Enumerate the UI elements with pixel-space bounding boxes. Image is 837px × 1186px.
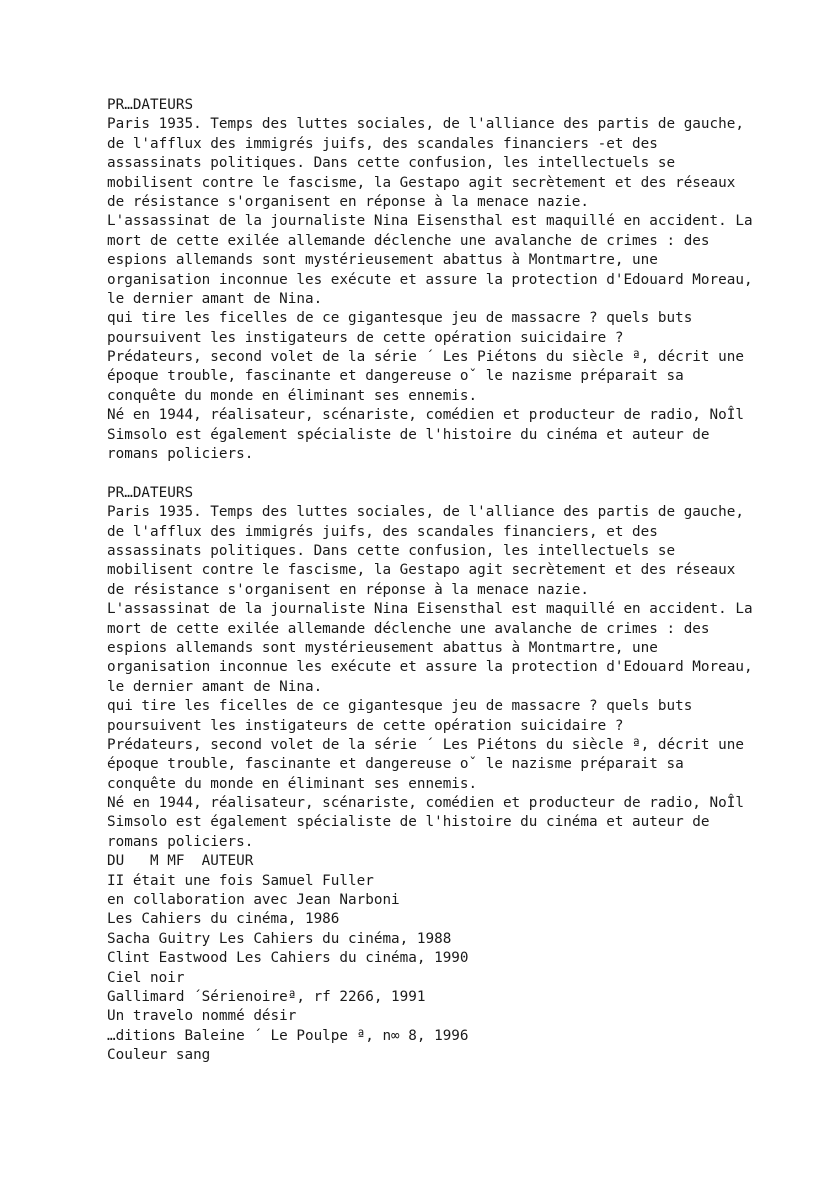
text-line: II était une fois Samuel Fuller: [107, 872, 374, 889]
text-line: conquête du monde en éliminant ses ennemis.: [107, 387, 478, 404]
text-line: de résistance s'organisent en réponse à la menace nazie.: [107, 581, 590, 598]
text-line: Couleur sang: [107, 1047, 211, 1064]
text-line: assassinats politiques. Dans cette confusion, les intellectuels se: [107, 155, 676, 172]
text-line: Né en 1944, réalisateur, scénariste, comédien et producteur de radio, NoÎl: [107, 407, 744, 424]
text-line: espions allemands sont mystérieusement abattus à Montmartre, une: [107, 639, 658, 656]
text-line: L'assassinat de la journaliste Nina Eisensthal est maquillé en accident. La: [107, 213, 753, 230]
text-line: L'assassinat de la journaliste Nina Eisensthal est maquillé en accident. La: [107, 601, 753, 618]
text-line: Les Cahiers du cinéma, 1986: [107, 911, 340, 928]
text-line: qui tire les ficelles de ce gigantesque jeu de massacre ? quels buts: [107, 698, 693, 715]
text-line: [107, 464, 753, 483]
text-line: espions allemands sont mystérieusement abattus à Montmartre, une: [107, 252, 658, 269]
text-line: poursuivent les instigateurs de cette opération suicidaire ?: [107, 717, 624, 734]
text-line: de l'afflux des immigrés juifs, des scandales financiers, et des: [107, 523, 658, 540]
text-line: Clint Eastwood Les Cahiers du cinéma, 1990: [107, 950, 469, 967]
text-line: Gallimard ´Sérienoireª, rf 2266, 1991: [107, 988, 426, 1005]
text-line: organisation inconnue les exécute et assure la protection d'Edouard Moreau,: [107, 271, 753, 288]
text-line: époque trouble, fascinante et dangereuse oˇ le nazisme préparait sa: [107, 368, 684, 385]
text-line: en collaboration avec Jean Narboni: [107, 892, 400, 909]
text-line: Né en 1944, réalisateur, scénariste, comédien et producteur de radio, NoÎl: [107, 795, 744, 812]
text-line: romans policiers.: [107, 833, 254, 850]
text-line: mobilisent contre le fascisme, la Gestapo agit secrètement et des réseaux: [107, 562, 736, 579]
text-line: Un travelo nommé désir: [107, 1008, 297, 1025]
text-line: mort de cette exilée allemande déclenche une avalanche de crimes : des: [107, 620, 710, 637]
text-line: Paris 1935. Temps des luttes sociales, de l'alliance des partis de gauche,: [107, 116, 744, 133]
text-line: Prédateurs, second volet de la série ´ Les Piétons du siècle ª, décrit une: [107, 349, 744, 366]
text-line: mobilisent contre le fascisme, la Gestapo agit secrètement et des réseaux: [107, 174, 736, 191]
text-line: qui tire les ficelles de ce gigantesque jeu de massacre ? quels buts: [107, 310, 693, 327]
text-line: conquête du monde en éliminant ses ennemis.: [107, 775, 478, 792]
text-line: romans policiers.: [107, 446, 254, 463]
text-line: …ditions Baleine ´ Le Poulpe ª, n∞ 8, 1996: [107, 1027, 469, 1044]
text-line: Paris 1935. Temps des luttes sociales, de l'alliance des partis de gauche,: [107, 504, 744, 521]
text-line: de l'afflux des immigrés juifs, des scandales financiers -et des: [107, 135, 658, 152]
text-line: époque trouble, fascinante et dangereuse oˇ le nazisme préparait sa: [107, 756, 684, 773]
text-line: de résistance s'organisent en réponse à la menace nazie.: [107, 193, 590, 210]
text-line: PR…DATEURS: [107, 484, 194, 501]
text-line: Simsolo est également spécialiste de l'histoire du cinéma et auteur de: [107, 426, 710, 443]
text-line: DU M MF AUTEUR: [107, 853, 254, 870]
text-line: mort de cette exilée allemande déclenche une avalanche de crimes : des: [107, 232, 710, 249]
text-line: organisation inconnue les exécute et assure la protection d'Edouard Moreau,: [107, 659, 753, 676]
text-line: Ciel noir: [107, 969, 185, 986]
text-block: [107, 96, 753, 1066]
text-line: PR…DATEURS: [107, 97, 194, 113]
text-line: le dernier amant de Nina.: [107, 290, 323, 307]
text-line: le dernier amant de Nina.: [107, 678, 323, 695]
text-line: Simsolo est également spécialiste de l'histoire du cinéma et auteur de: [107, 814, 710, 831]
text-line: Sacha Guitry Les Cahiers du cinéma, 1988: [107, 930, 452, 947]
text-line: Prédateurs, second volet de la série ´ Les Piétons du siècle ª, décrit une: [107, 736, 744, 753]
text-line: assassinats politiques. Dans cette confusion, les intellectuels se: [107, 542, 676, 559]
text-line: poursuivent les instigateurs de cette opération suicidaire ?: [107, 329, 624, 346]
